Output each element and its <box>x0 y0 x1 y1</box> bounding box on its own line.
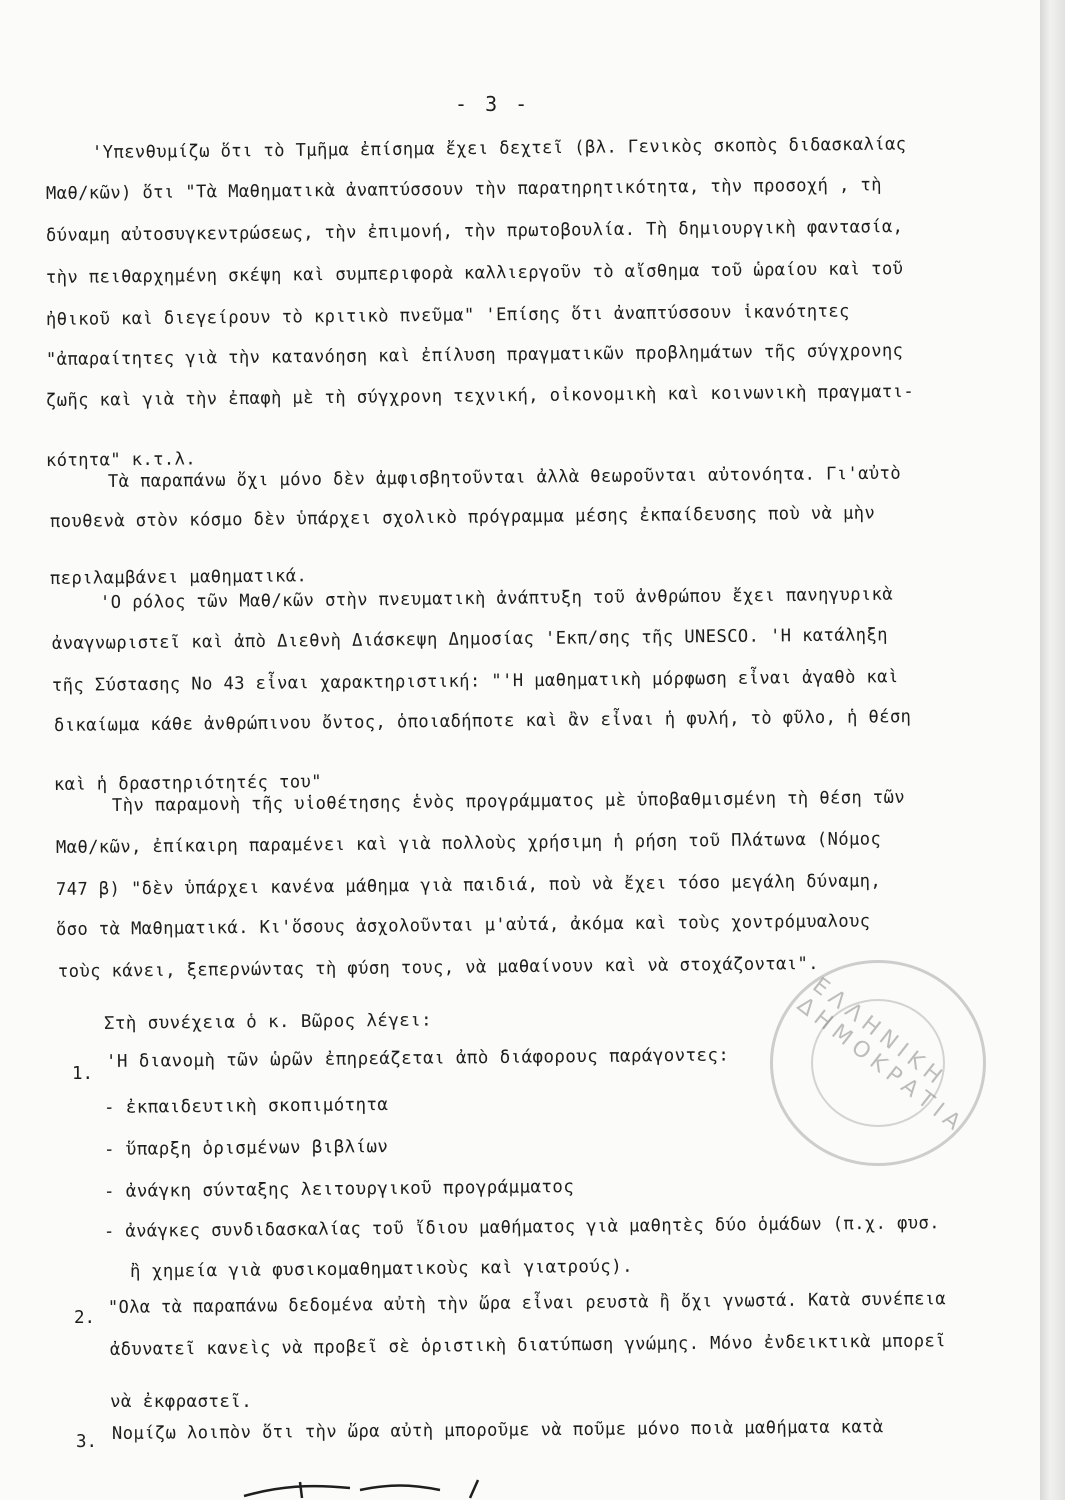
text-line: Τὴν παραμονὴ τῆς υἱοθέτησης ἑνὸς προγράμματος μὲ ὑποβαθμισμένη τὴ θέση τῶν <box>111 787 906 816</box>
text-line: Μαθ/κῶν) ὅτι "Τὰ Μαθηματικὰ ἀναπτύσσουν τὴν παρατηρητικότητα, τὴν προσοχή , τὴ <box>45 175 882 204</box>
page-edge-shadow <box>1040 0 1065 1500</box>
text-line: τὴν πειθαρχημένη σκέψη καὶ συμπεριφορὰ καλλιεργοῦν τὸ αἴσθημα τοῦ ὡραίου καὶ τοῦ <box>45 259 904 288</box>
list-number: 3. <box>76 1432 98 1452</box>
text-line: δύναμη αὐτοσυγκεντρώσεως, τὴν ἐπιμονή, τὴν πρωτοβουλία. Τὴ δημιουργικὴ φαντασία, <box>45 217 904 246</box>
text-line: Μαθ/κῶν, ἐπίκαιρη παραμένει καὶ γιὰ πολλοὺς χρήσιμη ἡ ρήση τοῦ Πλάτωνα (Νόμος <box>55 829 882 858</box>
text-line: - ἀνάγκη σύνταξης λειτουργικοῦ προγράμματος <box>103 1177 575 1202</box>
text-line: ἠθικοῦ καὶ διεγείρουν τὸ κριτικὸ πνεῦμα" 'Επίσης ὅτι ἀναπτύσσουν ἱκανότητες <box>45 301 850 330</box>
text-line: 'Ο ρόλος τῶν Μαθ/κῶν στὴν πνευματικὴ ἀνάπτυξη τοῦ ἀνθρώπου ἔχει πανηγυρικὰ <box>99 584 894 613</box>
text-line: - ἀνάγκες συνδιδασκαλίας τοῦ ἴδιου μαθήματος γιὰ μαθητὲς δύο ὁμάδων (π.χ. φυσ. <box>103 1213 940 1242</box>
list-number: 2. <box>74 1308 96 1328</box>
stamp-text: ΕΛΛΗΝΙΚΗ ΔΗΜΟΚΡΑΤΙΑ <box>792 973 970 1139</box>
text-line: νὰ ἐκφραστεῖ. <box>110 1392 253 1412</box>
text-line: πουθενὰ στὸν κόσμο δὲν ὑπάρχει σχολικὸ πρόγραμμα μέσης ἐκπαίδευσης ποὺ νὰ μὴν <box>49 503 876 532</box>
text-line: "ἀπαραίτητες γιὰ τὴν κατανόηση καὶ ἐπίλυση πραγματικῶν προβλημάτων τῆς σύγχρονης <box>45 341 904 370</box>
text-line: περιλαμβάνει μαθηματικά. <box>49 566 308 589</box>
text-line: - ὕπαρξη ὁρισμένων βιβλίων <box>103 1137 389 1160</box>
text-line: 747 β) "δὲν ὑπάρχει κανένα μάθημα γιὰ παιδιά, ποὺ νὰ ἔχει τόσο μεγάλη δύναμη, <box>55 871 882 900</box>
text-line: καὶ ἡ δραστηριότητές του" <box>53 772 323 795</box>
signature-icon <box>240 1478 500 1500</box>
text-line: ἀδυνατεῖ κανεὶς νὰ προβεῖ σὲ ὁριστικὴ διατύπωση γνώμης. Μόνο ἐνδεικτικὰ μπορεῖ <box>109 1331 946 1360</box>
text-line: κότητα" κ.τ.λ. <box>45 449 197 471</box>
text-line: - ἐκπαιδευτικὴ σκοπιμότητα <box>103 1095 389 1118</box>
text-line: Τὰ παραπάνω ὄχι μόνο δὲν ἀμφισβητοῦνται ἀλλὰ θεωροῦνται αὐτονόητα. Γι'αὐτὸ <box>107 463 902 492</box>
text-line: τῆς Σύστασης Νο 43 εἶναι χαρακτηριστική: "'Η μαθηματικὴ μόρφωση εἶναι ἀγαθὸ καὶ <box>51 667 899 696</box>
page-number: - 3 - <box>455 92 531 116</box>
text-line: 'Υπενθυμίζω ὅτι τὸ Τμῆμα ἐπίσημα ἔχει δεχτεῖ (βλ. Γενικὸς σκοπὸς διδασκαλίας <box>91 134 907 163</box>
list-number: 1. <box>72 1064 94 1084</box>
text-line: 'Η διανομὴ τῶν ὡρῶν ἐπηρεάζεται ἀπὸ διάφορους παράγοντες: <box>105 1045 730 1072</box>
text-line: δικαίωμα κάθε ἀνθρώπινου ὄντος, ὁποιαδήποτε καὶ ἂν εἶναι ἡ φυλή, τὸ φῦλο, ἡ θέση <box>53 707 912 736</box>
text-line: τοὺς κάνει, ξεπερνώντας τὴ φύση τους, νὰ μαθαίνουν καὶ νὰ στοχάζονται". <box>57 954 819 982</box>
text-line: ζωῆς καὶ γιὰ τὴν ἐπαφὴ μὲ τὴ σύγχρονη τεχνική, οἰκονομικὴ καὶ κοινωνικὴ πραγματι- <box>45 381 915 411</box>
text-line: "Ολα τὰ παραπάνω δεδομένα αὐτὴ τὴν ὥρα εἶναι ρευστὰ ἢ ὄχι γνωστά. Κατὰ συνέπεια <box>107 1289 947 1318</box>
text-line: ἢ χημεία γιὰ φυσικομαθηματικοὺς καὶ γιατρούς). <box>129 1256 634 1282</box>
text-line: Νομίζω λοιπὸν ὅτι τὴν ὥρα αὐτὴ μποροῦμε νὰ ποῦμε μόνο ποιὰ μαθήματα κατὰ <box>111 1417 884 1444</box>
text-line: Στὴ συνέχεια ὁ κ. Βῶρος λέγει: <box>103 1010 433 1034</box>
text-line: ἀναγνωριστεῖ καὶ ἀπὸ Διεθνὴ Διάσκεψη Δημοσίας 'Εκπ/σης τῆς UNESCO. 'Η κατάληξη <box>51 625 888 654</box>
official-stamp <box>770 960 986 1166</box>
text-line: ὅσο τὰ Μαθηματικά. Κι'ὅσους ἀσχολοῦνται μ'αὐτά, ἀκόμα καὶ τοὺς χοντρόμυαλους <box>55 911 871 940</box>
